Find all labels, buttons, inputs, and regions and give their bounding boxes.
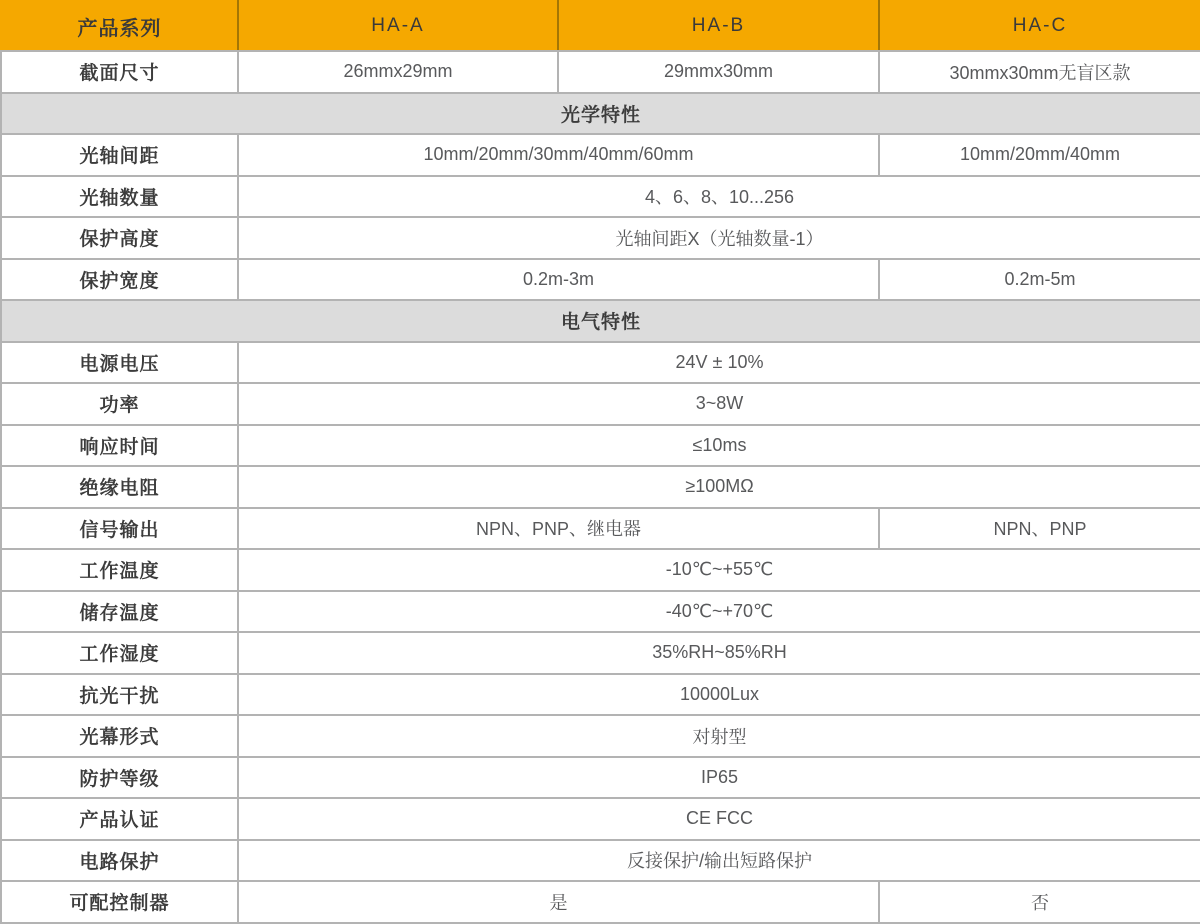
protect-width-value-ab: 0.2m-3m	[238, 259, 879, 301]
working-temp-label: 工作温度	[1, 549, 238, 591]
row-axis-pitch	[1, 134, 1200, 176]
protect-height-label: 保护高度	[1, 217, 238, 259]
controller-value-ab: 是	[238, 881, 879, 923]
storage-temp-label: 储存温度	[1, 591, 238, 633]
axis-count-value: 4、6、8、10...256	[238, 176, 1200, 218]
row-protect-height	[1, 217, 1200, 259]
certification-label: 产品认证	[1, 798, 238, 840]
protect-width-value-c: 0.2m-5m	[879, 259, 1200, 301]
row-ip-rating	[1, 757, 1200, 799]
certification-value: CE FCC	[238, 798, 1200, 840]
signal-output-label: 信号输出	[1, 508, 238, 550]
working-humidity-value: 35%RH~85%RH	[238, 632, 1200, 674]
row-working-temp	[1, 549, 1200, 591]
cross-section-value-c: 30mmx30mm无盲区款	[879, 51, 1200, 93]
row-power	[1, 383, 1200, 425]
row-curtain-type	[1, 715, 1200, 757]
row-supply-voltage	[1, 342, 1200, 384]
row-insulation-resistance	[1, 466, 1200, 508]
row-response-time	[1, 425, 1200, 467]
row-cross-section	[1, 51, 1200, 93]
insulation-resistance-label: 绝缘电阻	[1, 466, 238, 508]
curtain-type-value: 对射型	[238, 715, 1200, 757]
protect-width-label: 保护宽度	[1, 259, 238, 301]
header-col-ha-b: HA-B	[558, 1, 879, 51]
row-circuit-protection	[1, 840, 1200, 882]
circuit-protection-label: 电路保护	[1, 840, 238, 882]
row-axis-count	[1, 176, 1200, 218]
header-col-ha-c: HA-C	[879, 1, 1200, 51]
electrical-section-title: 电气特性	[1, 300, 1200, 342]
controller-value-c: 否	[879, 881, 1200, 923]
section-header-electrical	[1, 300, 1200, 342]
row-light-interference	[1, 674, 1200, 716]
response-time-label: 响应时间	[1, 425, 238, 467]
supply-voltage-value: 24V ± 10%	[238, 342, 1200, 384]
working-temp-value: -10℃~+55℃	[238, 549, 1200, 591]
controller-label: 可配控制器	[1, 881, 238, 923]
response-time-value: ≤10ms	[238, 425, 1200, 467]
row-storage-temp	[1, 591, 1200, 633]
section-header-optical	[1, 93, 1200, 135]
cross-section-label: 截面尺寸	[1, 51, 238, 93]
circuit-protection-value: 反接保护/输出短路保护	[238, 840, 1200, 882]
table-header-row	[1, 1, 1200, 51]
optical-section-title: 光学特性	[1, 93, 1200, 135]
light-interference-label: 抗光干扰	[1, 674, 238, 716]
protect-height-value: 光轴间距X（光轴数量-1）	[238, 217, 1200, 259]
row-protect-width	[1, 259, 1200, 301]
axis-count-label: 光轴数量	[1, 176, 238, 218]
cross-section-value-b: 29mmx30mm	[558, 51, 879, 93]
ip-rating-value: IP65	[238, 757, 1200, 799]
power-value: 3~8W	[238, 383, 1200, 425]
axis-pitch-value-ab: 10mm/20mm/30mm/40mm/60mm	[238, 134, 879, 176]
axis-pitch-value-c: 10mm/20mm/40mm	[879, 134, 1200, 176]
curtain-type-label: 光幕形式	[1, 715, 238, 757]
row-certification	[1, 798, 1200, 840]
light-interference-value: 10000Lux	[238, 674, 1200, 716]
storage-temp-value: -40℃~+70℃	[238, 591, 1200, 633]
header-series-label: 产品系列	[1, 1, 238, 51]
row-controller	[1, 881, 1200, 923]
working-humidity-label: 工作湿度	[1, 632, 238, 674]
power-label: 功率	[1, 383, 238, 425]
row-working-humidity	[1, 632, 1200, 674]
row-signal-output	[1, 508, 1200, 550]
supply-voltage-label: 电源电压	[1, 342, 238, 384]
header-col-ha-a: HA-A	[238, 1, 558, 51]
insulation-resistance-value: ≥100MΩ	[238, 466, 1200, 508]
signal-output-value-c: NPN、PNP	[879, 508, 1200, 550]
axis-pitch-label: 光轴间距	[1, 134, 238, 176]
signal-output-value-ab: NPN、PNP、继电器	[238, 508, 879, 550]
cross-section-value-a: 26mmx29mm	[238, 51, 558, 93]
ip-rating-label: 防护等级	[1, 757, 238, 799]
